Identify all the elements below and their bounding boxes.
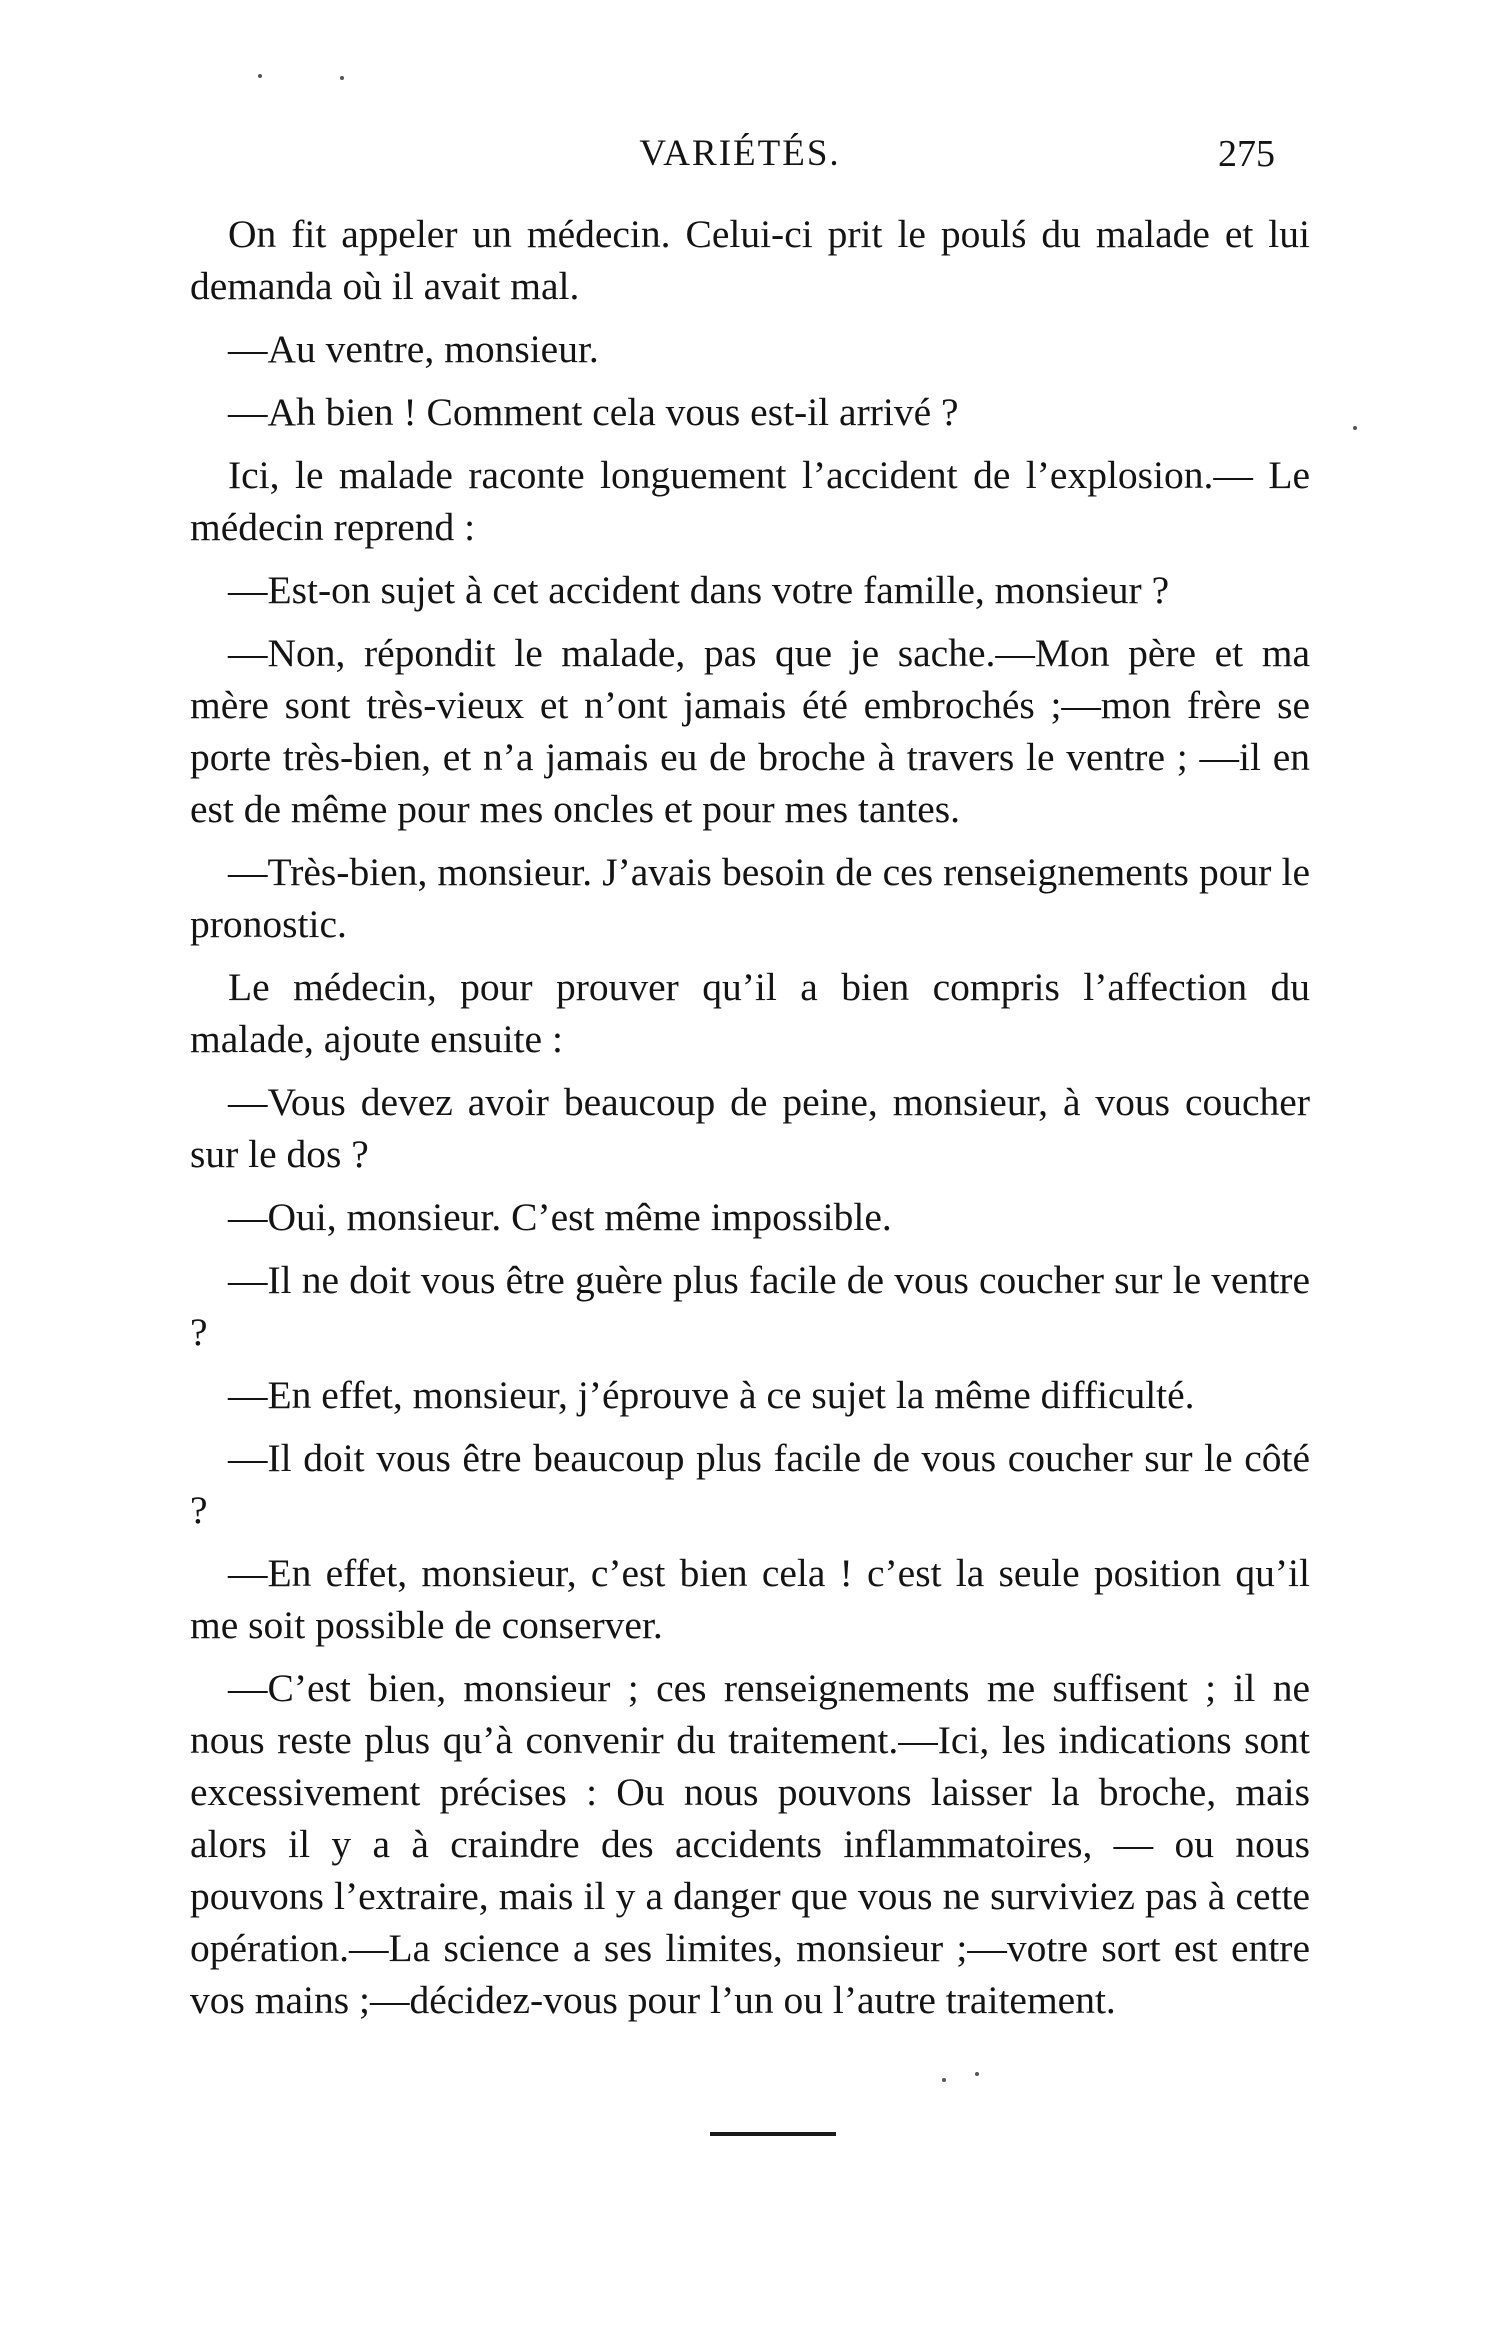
paragraph: —C’est bien, monsieur ; ces renseignements me suffisent ; il ne nous reste plus qu’à convenir du traitement.—Ici, les indications sont excessivement précises : Ou nous pouvons laisser la broche, mais alors il y a à craindre des accidents inflammatoires, — ou nous pouvons l’extraire, mais il y a danger que vous ne surviviez pas à cette opération.—La science a ses limites, monsieur ;—votre sort est entre vos mains ;—décidez-vous pour l’un ou l’autre traitement.	[190, 1666, 1310, 2022]
paragraph: —Ah bien ! Comment cela vous est-il arrivé ?	[228, 390, 959, 434]
body-text	[190, 208, 1310, 2037]
paragraph: —Il doit vous être beaucoup plus facile de vous coucher sur le côté ?	[190, 1436, 1310, 1532]
paragraph: —Non, répondit le malade, pas que je sache.—Mon père et ma mère sont très-vieux et n’ont jamais été embrochés ;—mon frère se porte très-bien, et n’a jamais eu de broche à travers le ventre ; —il en est de même pour mes oncles et pour mes tantes.	[190, 631, 1310, 831]
page-header	[0, 132, 1495, 192]
paragraph: —Il ne doit vous être guère plus facile de vous coucher sur le ventre ?	[190, 1258, 1310, 1354]
paragraph: —Est-on sujet à cet accident dans votre famille, monsieur ?	[228, 568, 1170, 612]
paragraph: Le médecin, pour prouver qu’il a bien compris l’affection du malade, ajoute ensuite :	[190, 965, 1310, 1061]
print-speck	[942, 2078, 946, 2082]
print-speck	[340, 76, 344, 80]
paragraph: Ici, le malade raconte longuement l’accident de l’explosion.— Le médecin reprend :	[190, 453, 1310, 549]
page-number: 275	[1218, 133, 1275, 175]
paragraph: On fit appeler un médecin. Celui-ci prit le poulś du malade et lui demanda où il avait mal.	[190, 212, 1310, 308]
running-title: VARIÉTÉS.	[639, 133, 841, 174]
paragraph: —En effet, monsieur, j’éprouve à ce sujet la même difficulté.	[228, 1373, 1195, 1417]
paragraph: —En effet, monsieur, c’est bien cela ! c’est la seule position qu’il me soit possible de conserver.	[190, 1551, 1310, 1647]
paragraph: —Vous devez avoir beaucoup de peine, monsieur, à vous coucher sur le dos ?	[190, 1080, 1310, 1176]
paragraph: —Oui, monsieur. C’est même impossible.	[228, 1195, 892, 1239]
print-speck	[975, 2072, 979, 2076]
paragraph: —Au ventre, monsieur.	[228, 327, 599, 371]
print-speck	[258, 74, 262, 78]
paragraph: —Très-bien, monsieur. J’avais besoin de ces renseignements pour le pronostic.	[190, 850, 1310, 946]
end-rule	[710, 2132, 836, 2136]
print-speck	[1353, 426, 1357, 430]
